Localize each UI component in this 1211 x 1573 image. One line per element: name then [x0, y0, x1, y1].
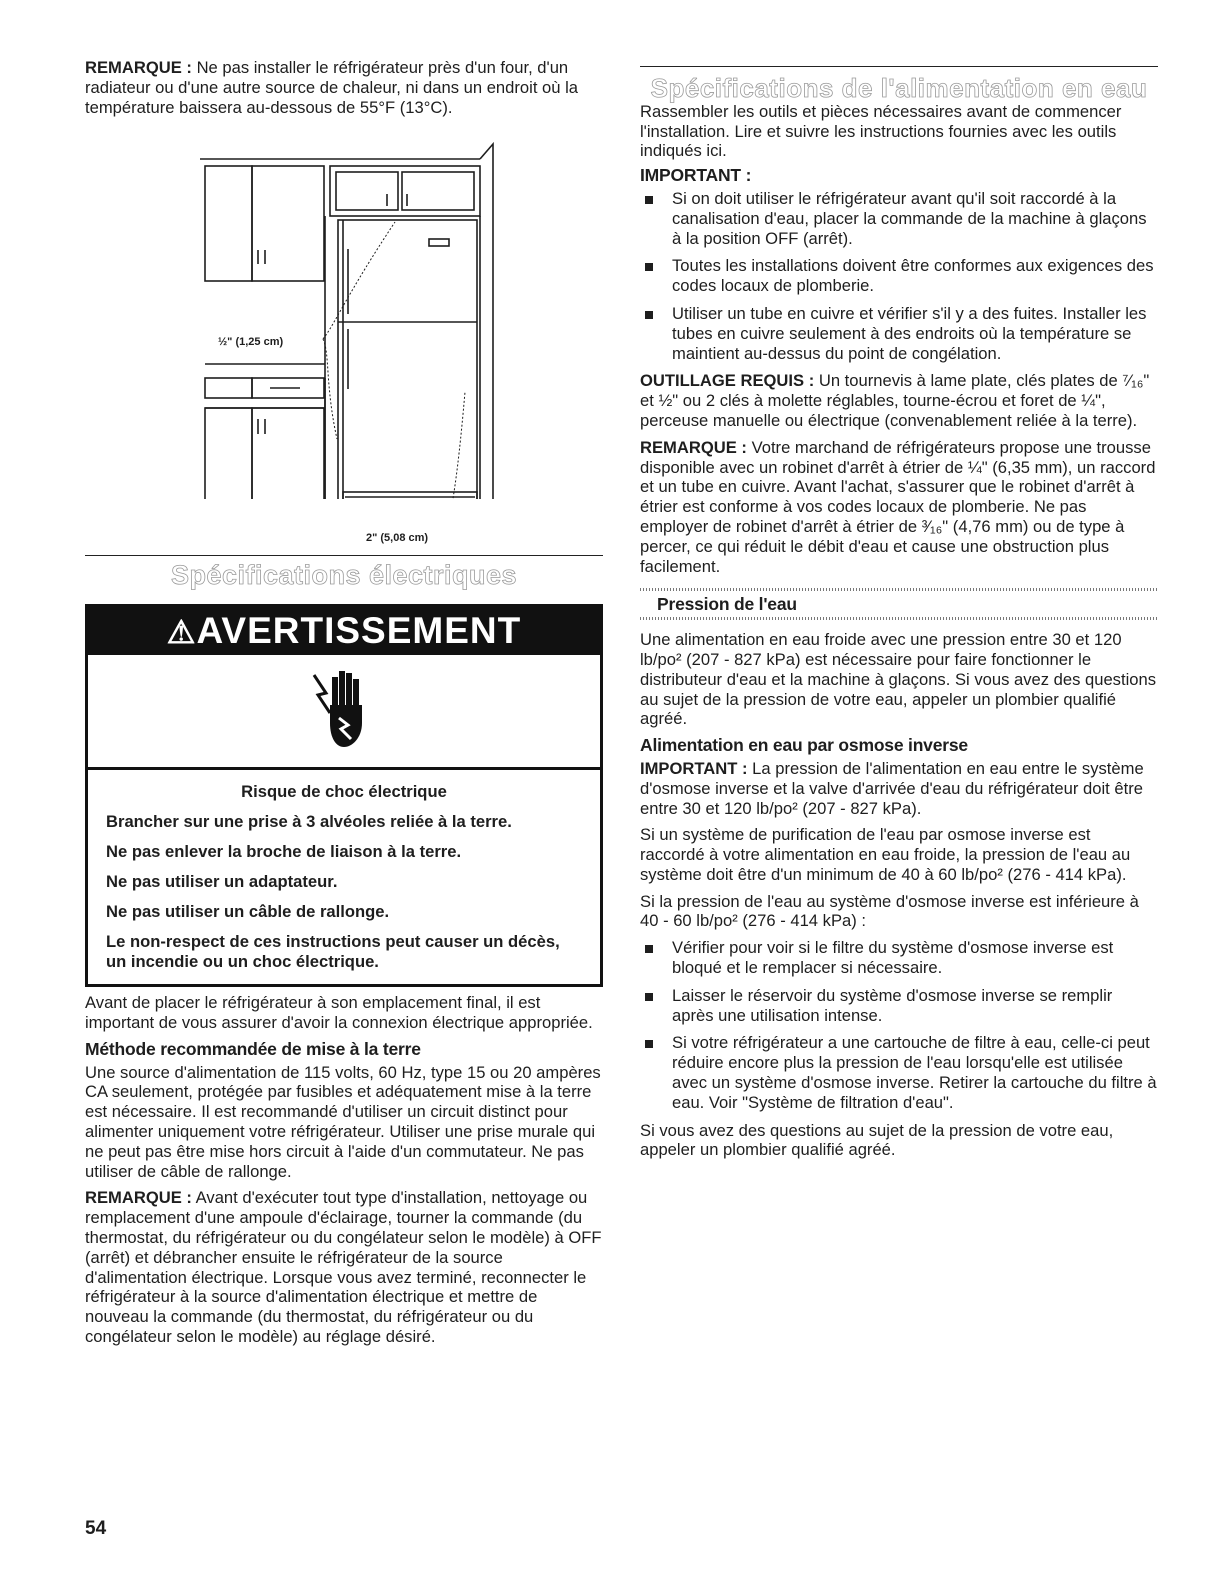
refrigerator-clearance-figure: [85, 124, 603, 545]
ro-important: [640, 759, 1158, 818]
note-power: [85, 1188, 603, 1346]
important-label: IMPORTANT :: [640, 758, 748, 778]
note-kit: [640, 438, 1158, 577]
list-item: Laisser le réservoir du système d'osmose inverse se remplir après une utilisation intense.: [640, 986, 1158, 1026]
warning-line: Ne pas utiliser un câble de rallonge.: [106, 902, 390, 922]
section-title-electrical: Spécifications électriques: [170, 560, 518, 591]
note-label: REMARQUE :: [85, 1188, 192, 1208]
reverse-osmosis-title: Alimentation en eau par osmose inverse: [640, 735, 968, 756]
list-item: Utiliser un tube en cuivre et vérifier s'il y a des fuites. Installer les tubes en cuivre seulement à des endroits où la température se maintient au-dessus du point de congélation.: [640, 304, 1158, 363]
electrical-intro: Avant de placer le réfrigérateur à son emplacement final, il est important de vous assurer d'avoir la connexion électrique appropriée.: [85, 993, 593, 1032]
list-item: Si on doit utiliser le réfrigérateur avant qu'il soit raccordé à la canalisation d'eau, placer la commande de la machine à glaçons à la position OFF (arrêt).: [640, 189, 1158, 248]
warning-box: [85, 604, 603, 987]
warning-line: Le non-respect de ces instructions peut causer un décès, un incendie ou un choc électrique.: [106, 932, 560, 972]
dotted-divider: [640, 617, 1158, 620]
page-number: 54: [85, 1518, 107, 1539]
section-divider: [640, 66, 1158, 67]
ro-list: [640, 938, 1158, 1112]
warning-header: [88, 607, 600, 655]
warning-text: [88, 770, 600, 984]
section-divider: [85, 555, 603, 556]
water-intro: Rassembler les outils et pièces nécessaires avant de commencer l'installation. Lire et suivre les instructions fournies avec les outils indiqués ici.: [640, 101, 1122, 161]
note-text: Votre marchand de réfrigérateurs propose une trousse disponible avec un robinet d'arrêt à étrier de ¼" (6,35 mm), un raccord et un tube en cuivre. Avant l'achat, s'assurer que le robinet d'arrêt à étrier est conforme à vos codes locaux de plomberie. Ne pas employer de robinet d'arrêt à étrier de ³⁄₁₆" (4,76 mm) ou de type à percer, ce qui réduit le débit d'eau et cause une obstruction plus facilement.: [640, 437, 1156, 576]
warning-line: Brancher sur une prise à 3 alvéoles reliée à la terre.: [106, 812, 512, 832]
list-item: Si votre réfrigérateur a une cartouche de filtre à eau, celle-ci peut réduire encore plus la pression de l'eau lorsqu'elle est utilisée avec un système d'osmose inverse. Retirer la cartouche du filtre à eau. Voir "Système de filtration d'eau".: [640, 1033, 1158, 1112]
grounding-method-text: Une source d'alimentation de 115 volts, 60 Hz, type 15 ou 20 ampères CA seulement, protégée par fusibles et adéquatement mise à la terre est nécessaire. Il est recommandé d'utiliser un circuit distinct pour alimenter uniquement votre réfrigérateur. Utiliser une prise murale qui ne peut pas être mise hors circuit à l'aide d'un commutateur. Ne pas utiliser de câble de rallonge.: [85, 1062, 601, 1181]
tools-text: Un tournevis à lame plate, clés plates de ⁷⁄₁₆" et ½" ou 2 clés à molette réglables, tourne-écrou et foret de ¼", perceuse manuelle ou électrique (convenablement reliée à la terre).: [640, 371, 1150, 430]
note-label: REMARQUE :: [640, 437, 747, 457]
warning-triangle-icon: ⚠: [166, 614, 197, 651]
ro-important-text: La pression de l'alimentation en eau entre le système d'osmose inverse et la valve d'arrivée d'eau du réfrigérateur doit être entre 30 et 120 lb/po² (207 - 827 kPa).: [640, 758, 1144, 818]
warning-line: Ne pas enlever la broche de liaison à la terre.: [106, 842, 462, 862]
note-label: REMARQUE :: [85, 58, 192, 77]
important-list: [640, 189, 1158, 363]
refrigerator-cabinet-diagram: [85, 124, 603, 499]
pressure-title: Pression de l'eau: [657, 594, 797, 615]
ro-paragraph: Si la pression de l'eau au système d'osmose inverse est inférieure à 40 - 60 lb/po² (276 - 414 kPa) :: [640, 891, 1139, 931]
note-text: Avant d'exécuter tout type d'installation, nettoyage ou remplacement d'une ampoule d'éclairage, tourner la commande (du thermostat, du réfrigérateur ou du congélateur selon le modèle) à OFF (arrêt) et débrancher ensuite le réfrigérateur de la source d'alimentation électrique. Lorsque vous avez terminé, reconnecter le réfrigérateur à la source d'alimentation électrique et mettre de nouveau la commande (du thermostat, du réfrigérateur ou du congélateur selon le modèle) au réglage désiré.: [85, 1188, 602, 1346]
warning-line: Ne pas utiliser un adaptateur.: [106, 872, 338, 892]
ro-paragraph: Si un système de purification de l'eau par osmose inverse est raccordé à votre alimentation en eau froide, la pression de l'eau au système doit être d'un minimum de 40 à 60 lb/po² (276 - 414 kPa).: [640, 825, 1131, 884]
section-title-water: Spécifications de l'alimentation en eau: [650, 73, 1148, 103]
left-column: [85, 58, 603, 1354]
warning-line: Risque de choc électrique: [241, 782, 447, 802]
pressure-text: Une alimentation en eau froide avec une pression entre 30 et 120 lb/po² (207 - 827 kPa) est nécessaire pour faire fonctionner le distributeur d'eau et la machine à glaçons. Si vous avez des questions au sujet de la pression de votre eau, appeler un plombier qualifié agréé.: [640, 630, 1157, 729]
important-label: IMPORTANT :: [640, 165, 752, 186]
tools-label: OUTILLAGE REQUIS :: [640, 371, 815, 391]
closing-text: Si vous avez des questions au sujet de la pression de votre eau, appeler un plombier qualifié agréé.: [640, 1120, 1114, 1160]
warning-icon-area: [88, 655, 600, 770]
tools-required: [640, 371, 1158, 430]
list-item: Vérifier pour voir si le filtre du système d'osmose inverse est bloqué et le remplacer si nécessaire.: [640, 938, 1158, 978]
list-item: Toutes les installations doivent être conformes aux exigences des codes locaux de plomberie.: [640, 256, 1158, 296]
pressure-heading-box: [640, 588, 1158, 620]
bottom-clearance-label: 2" (5,08 cm): [366, 532, 429, 545]
note-text: Ne pas installer le réfrigérateur près d'un four, d'un radiateur ou d'une autre source de chaleur, ni dans un endroit où la température baissera au-dessous de 55°F (13°C).: [85, 58, 579, 117]
note-ventilation: [85, 58, 603, 117]
warning-title: AVERTISSEMENT: [196, 610, 522, 652]
top-clearance-label: ½" (1,25 cm): [218, 336, 284, 349]
grounding-method-title: Méthode recommandée de mise à la terre: [85, 1038, 421, 1059]
right-column: [640, 58, 1158, 1167]
electrical-shock-icon: [306, 663, 376, 753]
